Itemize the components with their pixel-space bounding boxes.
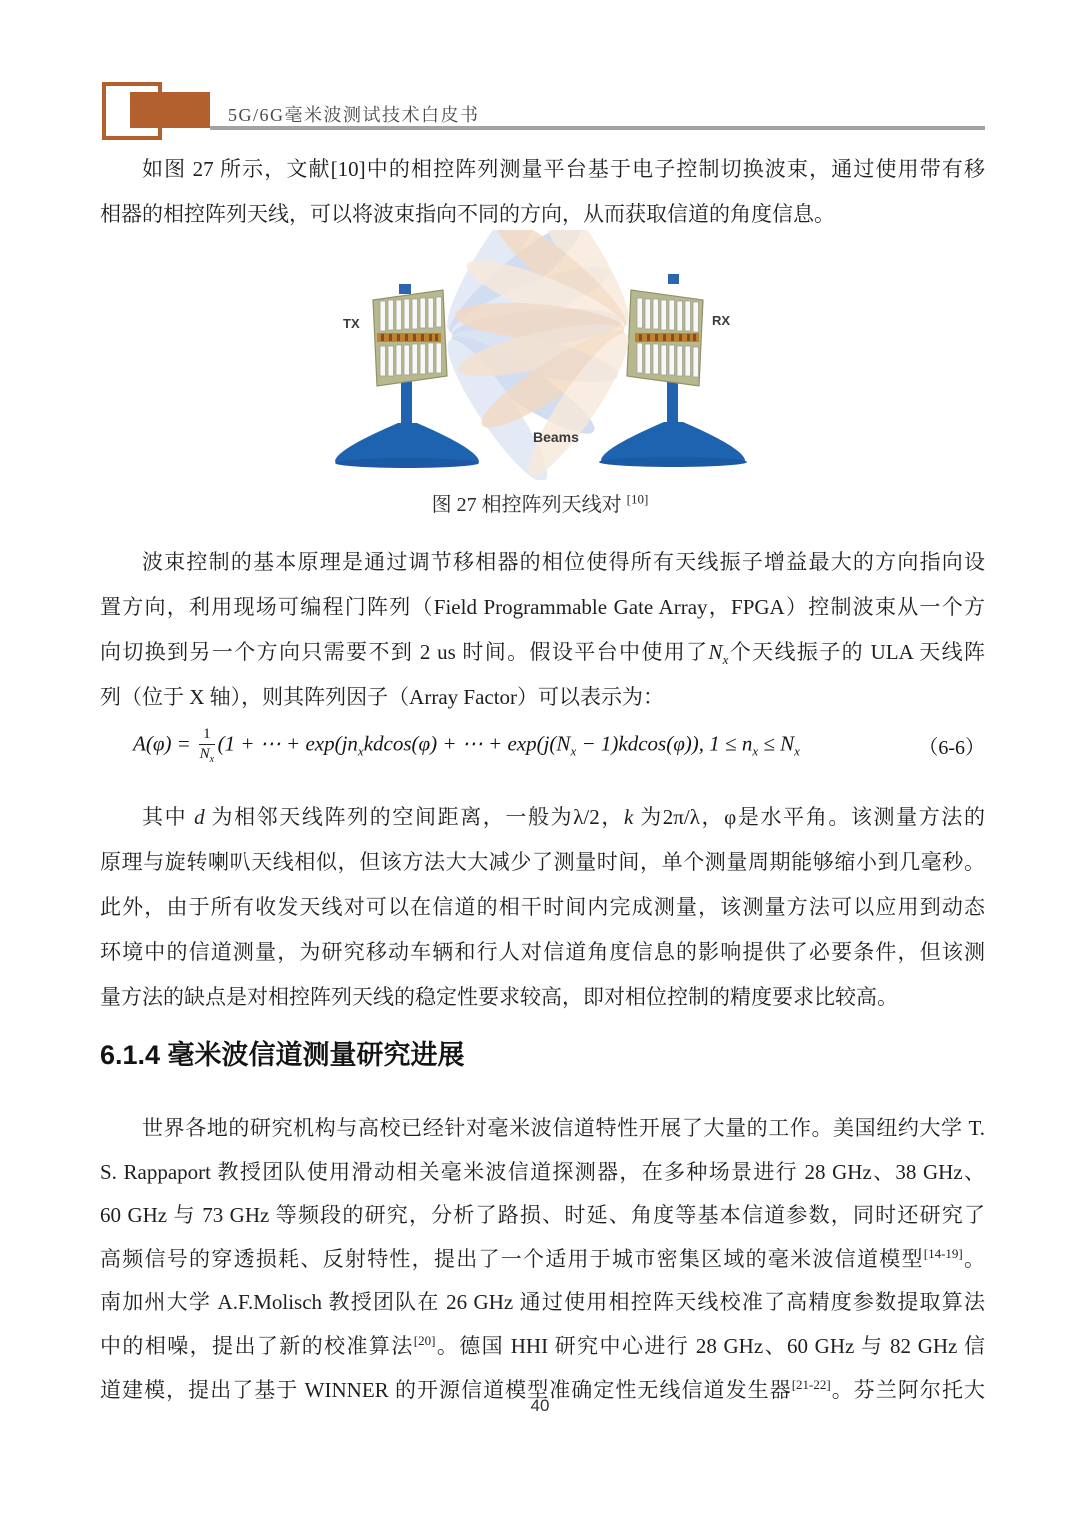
text-line: 世界各地的研究机构与高校已经针对毫米波信道特性开展了大量的工作。美国纽约大学 T. [142, 1116, 985, 1140]
text-line: 向切换到另一个方向只需要不到 2 us 时间。假设平台中使用了$N_x$个天线振子的 ULA 天线阵 [100, 640, 986, 668]
antenna-figure-svg [285, 230, 805, 480]
text-line: 相器的相控阵列天线，可以将波束指向不同的方向，从而获取信道的角度信息。 [100, 202, 835, 226]
paragraph-research-progress [100, 1107, 985, 1412]
text-line: 60 GHz 与 73 GHz 等频段的研究，分析了路损、时延、角度等基本信道参数，同时还研究了 [100, 1203, 985, 1228]
text-line: 如图 27 所示，文献[10]中的相控阵列测量平台基于电子控制切换波束，通过使用带有移 [142, 157, 985, 181]
fraction: $\frac{1}{N_x}$ [199, 726, 215, 765]
equation-number: （6-6） [918, 737, 985, 759]
logo-filled-rect [130, 92, 210, 128]
text-line: 环境中的信道测量，为研究移动车辆和行人对信道角度信息的影响提供了必要条件，但该测 [100, 940, 985, 964]
formula-expression: A(φ) = $\frac{1}{N_x}$ (1 + ⋯ + $\exp(jn_xkdcos(\varphi)$ + ⋯ + $\exp(j(N_x - 1)kdcos(\varphi))$, $1 \le n_x \le N_x$ [133, 726, 800, 765]
paragraph-method-discussion [100, 795, 985, 1020]
paragraph-intro [100, 147, 985, 237]
beams-label: Beams [533, 429, 579, 445]
text-line: 原理与旋转喇叭天线相似，但该方法大大减少了测量时间，单个测量周期能够缩小到几毫秒。 [100, 850, 985, 874]
page-number: 40 [530, 1396, 550, 1415]
tx-label: TX [343, 316, 360, 331]
text-line: 道建模，提出了基于 WINNER 的开源信道模型准确定性无线信道发生器[21-22]。芬兰阿尔托大 [100, 1376, 985, 1402]
text-line: 量方法的缺点是对相控阵列天线的稳定性要求较高，即对相位控制的精度要求比较高。 [100, 985, 898, 1009]
text-line: 列（位于 X 轴），则其阵列因子（Array Factor）可以表示为： [100, 685, 665, 709]
text-line: S. Rappaport 教授团队使用滑动相关毫米波信道探测器，在多种场景进行 28 GHz、38 GHz、 [100, 1159, 985, 1184]
figure-phased-array-antenna-pair [285, 230, 805, 480]
text-line: 南加州大学 A.F.Molisch 教授团队在 26 GHz 通过使用相控阵天线校准了高精度参数提取算法 [100, 1290, 985, 1315]
header-title: 5G/6G毫米波测试技术白皮书 [228, 105, 480, 125]
text-line: 波束控制的基本原理是通过调节移相器的相位使得所有天线振子增益最大的方向指向设 [142, 550, 985, 574]
section-heading: 6.1.4 毫米波信道测量研究进展 [100, 1040, 465, 1070]
text-line: 中的相噪，提出了新的校准算法[20]。德国 HHI 研究中心进行 28 GHz、60 GHz 与 82 GHz 信 [100, 1332, 986, 1358]
text-line: 此外，由于所有收发天线对可以在信道的相干时间内完成测量，该测量方法可以应用到动态 [100, 895, 985, 919]
paragraph-beam-control [100, 540, 985, 720]
rx-label: RX [712, 313, 731, 328]
text-line: 高频信号的穿透损耗、反射特性，提出了一个适用于城市密集区域的毫米波信道模型[14-19]。 [100, 1245, 985, 1271]
array-factor-formula [133, 726, 985, 765]
figure-caption: 图 27 相控阵列天线对 [10] [431, 491, 649, 516]
text-line: 置方向，利用现场可编程门阵列（Field Programmable Gate Array，FPGA）控制波束从一个方 [100, 595, 985, 619]
text-line: 其中 d 为相邻天线阵列的空间距离，一般为λ/2，k 为2π/λ，φ是水平角。该测量方法的 [142, 805, 986, 829]
